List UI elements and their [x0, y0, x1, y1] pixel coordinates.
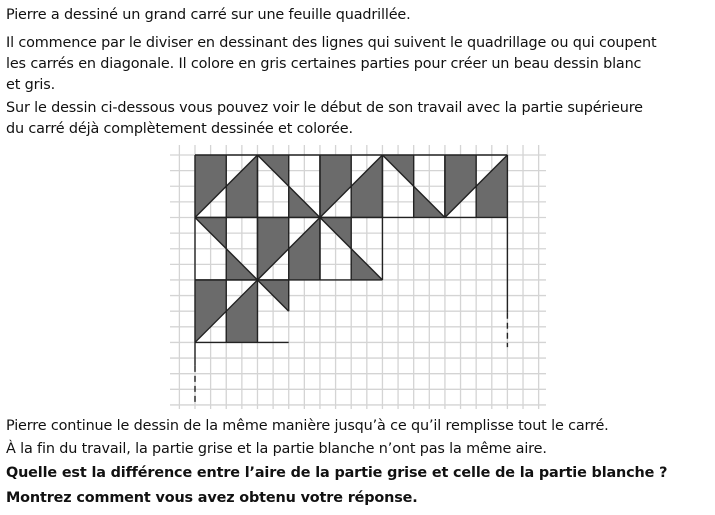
outro-line-1: Pierre continue le dessin de la même manière jusqu’à ce qu’il remplisse tout le carré. — [6, 418, 609, 434]
intro-line-1: Pierre a dessiné un grand carré sur une feuille quadrillée. — [6, 7, 411, 23]
outro-line-2: À la fin du travail, la partie grise et la partie blanche n’ont pas la même aire. — [6, 441, 547, 457]
intro-line-3: les carrés en diagonale. Il colore en gris certaines parties pour créer un beau dessin blanc — [6, 56, 642, 72]
intro-line-4: et gris. — [6, 77, 55, 93]
intro-line-6: du carré déjà complètement dessinée et colorée. — [6, 121, 353, 137]
question-line-2: Montrez comment vous avez obtenu votre réponse. — [6, 490, 418, 506]
intro-line-5: Sur le dessin ci-dessous vous pouvez voir le début de son travail avec la partie supérieure — [6, 100, 643, 116]
intro-line-2: Il commence par le diviser en dessinant des lignes qui suivent le quadrillage ou qui coupent — [6, 35, 657, 51]
question-line-1: Quelle est la différence entre l’aire de la partie grise et celle de la partie blanche ? — [6, 465, 668, 481]
